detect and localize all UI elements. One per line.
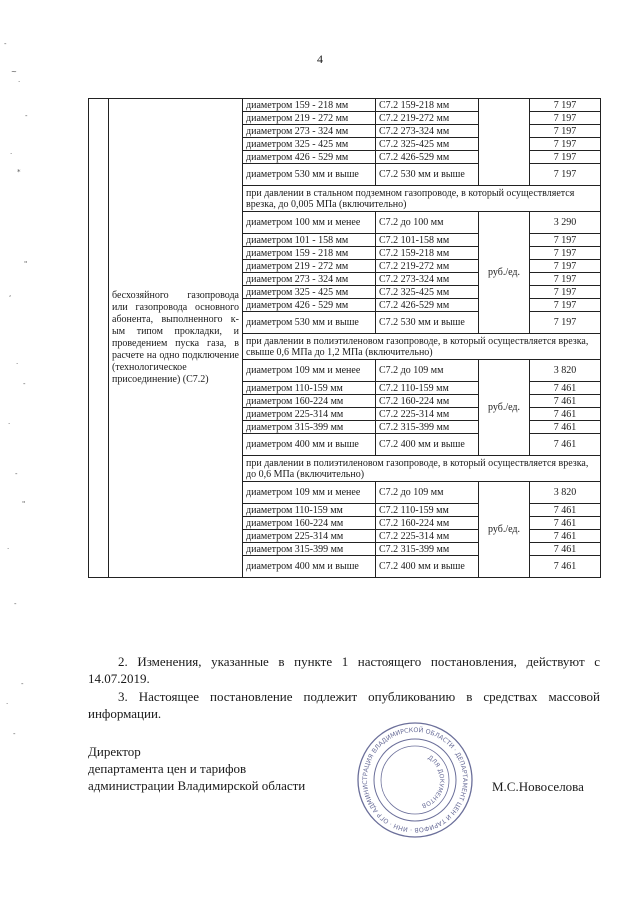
diameter-cell: диаметром 273 - 324 мм [243, 125, 376, 138]
code-cell: С7.2 159-218 мм [376, 247, 479, 260]
scan-mark: - [23, 380, 26, 388]
official-seal-stamp [355, 720, 475, 840]
price-cell: 7 461 [530, 556, 601, 578]
diameter-cell: диаметром 159 - 218 мм [243, 99, 376, 112]
seal-center-text: ДЛЯ ДОКУМЕНТОВ [420, 754, 446, 809]
price-cell: 7 461 [530, 395, 601, 408]
diameter-cell: диаметром 426 - 529 мм [243, 299, 376, 312]
diameter-cell: диаметром 110-159 мм [243, 382, 376, 395]
pressure-condition-header: при давлении в полиэтиленовом газопроводе, в который осуществляется врезка, до 0,6 МПа (включительно) [243, 456, 601, 482]
pressure-condition-header: при давлении в стальном подземном газопроводе, в который осуществляется врезка, до 0,005 МПа (включительно) [243, 186, 601, 212]
diameter-cell: диаметром 400 мм и выше [243, 434, 376, 456]
code-cell: С7.2 426-529 мм [376, 299, 479, 312]
code-cell: С7.2 110-159 мм [376, 382, 479, 395]
price-cell: 7 197 [530, 151, 601, 164]
tariff-table [88, 98, 601, 578]
price-cell: 7 197 [530, 247, 601, 260]
code-cell: С7.2 225-314 мм [376, 408, 479, 421]
price-cell: 7 197 [530, 112, 601, 125]
svg-text:АДМИНИСТРАЦИЯ ВЛАДИМИРСКОЙ ОБЛ [355, 720, 475, 840]
diameter-cell: диаметром 225-314 мм [243, 530, 376, 543]
price-cell: 3 820 [530, 482, 601, 504]
scan-mark: · [10, 150, 13, 158]
diameter-cell: диаметром 426 - 529 мм [243, 151, 376, 164]
price-cell: 7 197 [530, 99, 601, 112]
scan-mark: * [17, 168, 21, 176]
code-cell: С7.2 до 100 мм [376, 212, 479, 234]
diameter-cell: диаметром 400 мм и выше [243, 556, 376, 578]
code-cell: С7.2 110-159 мм [376, 504, 479, 517]
code-cell: С7.2 219-272 мм [376, 112, 479, 125]
code-cell: С7.2 225-314 мм [376, 530, 479, 543]
object-description-cell: бесхозяйного газопровода или газопровода основного абонента, выполненного к-ым типом прокладки, и проведением пуска газа, в расчете на одно подключение (технологическое присоединение) (С7.2) [109, 99, 243, 578]
code-cell: С7.2 160-224 мм [376, 395, 479, 408]
row-number-cell [89, 99, 109, 578]
code-cell: С7.2 160-224 мм [376, 517, 479, 530]
code-cell: С7.2 325-425 мм [376, 138, 479, 151]
diameter-cell: диаметром 159 - 218 мм [243, 247, 376, 260]
price-cell: 7 197 [530, 138, 601, 151]
margin-scan-marks [4, 0, 44, 905]
code-cell: С7.2 до 109 мм [376, 360, 479, 382]
scan-mark: - [15, 470, 18, 478]
scan-mark: " [24, 260, 28, 268]
diameter-cell: диаметром 100 мм и менее [243, 212, 376, 234]
unit-cell: руб./ед. [479, 360, 530, 456]
scan-mark: - [21, 680, 24, 688]
price-cell: 7 461 [530, 434, 601, 456]
price-cell: 7 197 [530, 125, 601, 138]
code-cell: С7.2 до 109 мм [376, 482, 479, 504]
code-cell: С7.2 530 мм и выше [376, 164, 479, 186]
code-cell: С7.2 530 мм и выше [376, 312, 479, 334]
scan-mark: · [18, 78, 21, 86]
scan-mark: · [6, 700, 9, 708]
code-cell: С7.2 426-529 мм [376, 151, 479, 164]
diameter-cell: диаметром 101 - 158 мм [243, 234, 376, 247]
scan-mark: - [13, 730, 16, 738]
signer-name: М.С.Новоселова [492, 779, 584, 794]
price-cell: 7 461 [530, 543, 601, 556]
price-cell: 7 197 [530, 312, 601, 334]
scan-mark: - [25, 112, 28, 120]
price-cell: 7 461 [530, 382, 601, 395]
scan-mark: - [4, 40, 7, 48]
scan-mark: · [7, 545, 10, 553]
price-cell: 7 461 [530, 530, 601, 543]
diameter-cell: диаметром 530 мм и выше [243, 312, 376, 334]
price-cell: 7 197 [530, 234, 601, 247]
diameter-cell: диаметром 315-399 мм [243, 421, 376, 434]
diameter-cell: диаметром 109 мм и менее [243, 482, 376, 504]
diameter-cell: диаметром 160-224 мм [243, 395, 376, 408]
paragraph-3: 3. Настоящее постановление подлежит опубликованию в средствах массовой информации. [88, 689, 600, 721]
price-cell: 7 197 [530, 286, 601, 299]
scan-mark: " [22, 500, 26, 508]
code-cell: С7.2 315-399 мм [376, 543, 479, 556]
table-row [89, 99, 601, 112]
code-cell: С7.2 315-399 мм [376, 421, 479, 434]
diameter-cell: диаметром 225-314 мм [243, 408, 376, 421]
unit-cell: руб./ед. [479, 212, 530, 334]
scan-mark: , [9, 290, 12, 298]
code-cell: С7.2 273-324 мм [376, 273, 479, 286]
pressure-condition-header: при давлении в полиэтиленовом газопроводе, в который осуществляется врезка, свыше 0,6 МПа до 1,2 МПа (включительно) [243, 334, 601, 360]
diameter-cell: диаметром 160-224 мм [243, 517, 376, 530]
diameter-cell: диаметром 219 - 272 мм [243, 112, 376, 125]
diameter-cell: диаметром 273 - 324 мм [243, 273, 376, 286]
diameter-cell: диаметром 219 - 272 мм [243, 260, 376, 273]
scan-mark: · [8, 420, 11, 428]
diameter-cell: диаметром 530 мм и выше [243, 164, 376, 186]
code-cell: С7.2 325-425 мм [376, 286, 479, 299]
code-cell: С7.2 400 мм и выше [376, 556, 479, 578]
seal-outer-text: АДМИНИСТРАЦИЯ ВЛАДИМИРСКОЙ ОБЛАСТИ · ДЕПАРТАМЕНТ ЦЕН И ТАРИФОВ · ИНН · ОГРН [361, 726, 469, 834]
price-cell: 7 197 [530, 273, 601, 286]
signature-administration: администрации Владимирской области [88, 778, 306, 793]
diameter-cell: диаметром 325 - 425 мм [243, 286, 376, 299]
code-cell: С7.2 273-324 мм [376, 125, 479, 138]
price-cell: 7 197 [530, 299, 601, 312]
price-cell: 7 461 [530, 504, 601, 517]
signature-title: Директор [88, 744, 141, 759]
price-cell: 7 461 [530, 408, 601, 421]
code-cell: С7.2 159-218 мм [376, 99, 479, 112]
price-cell: 7 197 [530, 164, 601, 186]
code-cell: С7.2 400 мм и выше [376, 434, 479, 456]
scan-mark: · [16, 360, 19, 368]
paragraph-2: 2. Изменения, указанные в пункте 1 настоящего постановления, действуют с 14.07.2019. [88, 654, 600, 686]
diameter-cell: диаметром 325 - 425 мм [243, 138, 376, 151]
unit-cell: руб./ед. [479, 482, 530, 578]
price-cell: 7 197 [530, 260, 601, 273]
page-number: 4 [317, 52, 323, 66]
diameter-cell: диаметром 109 мм и менее [243, 360, 376, 382]
diameter-cell: диаметром 110-159 мм [243, 504, 376, 517]
scan-mark: - [14, 600, 17, 608]
price-cell: 7 461 [530, 421, 601, 434]
price-cell: 7 461 [530, 517, 601, 530]
unit-cell [479, 99, 530, 186]
scan-mark: ~ [11, 68, 17, 76]
signature-block [88, 743, 305, 794]
code-cell: С7.2 101-158 мм [376, 234, 479, 247]
price-cell: 3 820 [530, 360, 601, 382]
diameter-cell: диаметром 315-399 мм [243, 543, 376, 556]
code-cell: С7.2 219-272 мм [376, 260, 479, 273]
price-cell: 3 290 [530, 212, 601, 234]
signature-department: департамента цен и тарифов [88, 761, 247, 776]
